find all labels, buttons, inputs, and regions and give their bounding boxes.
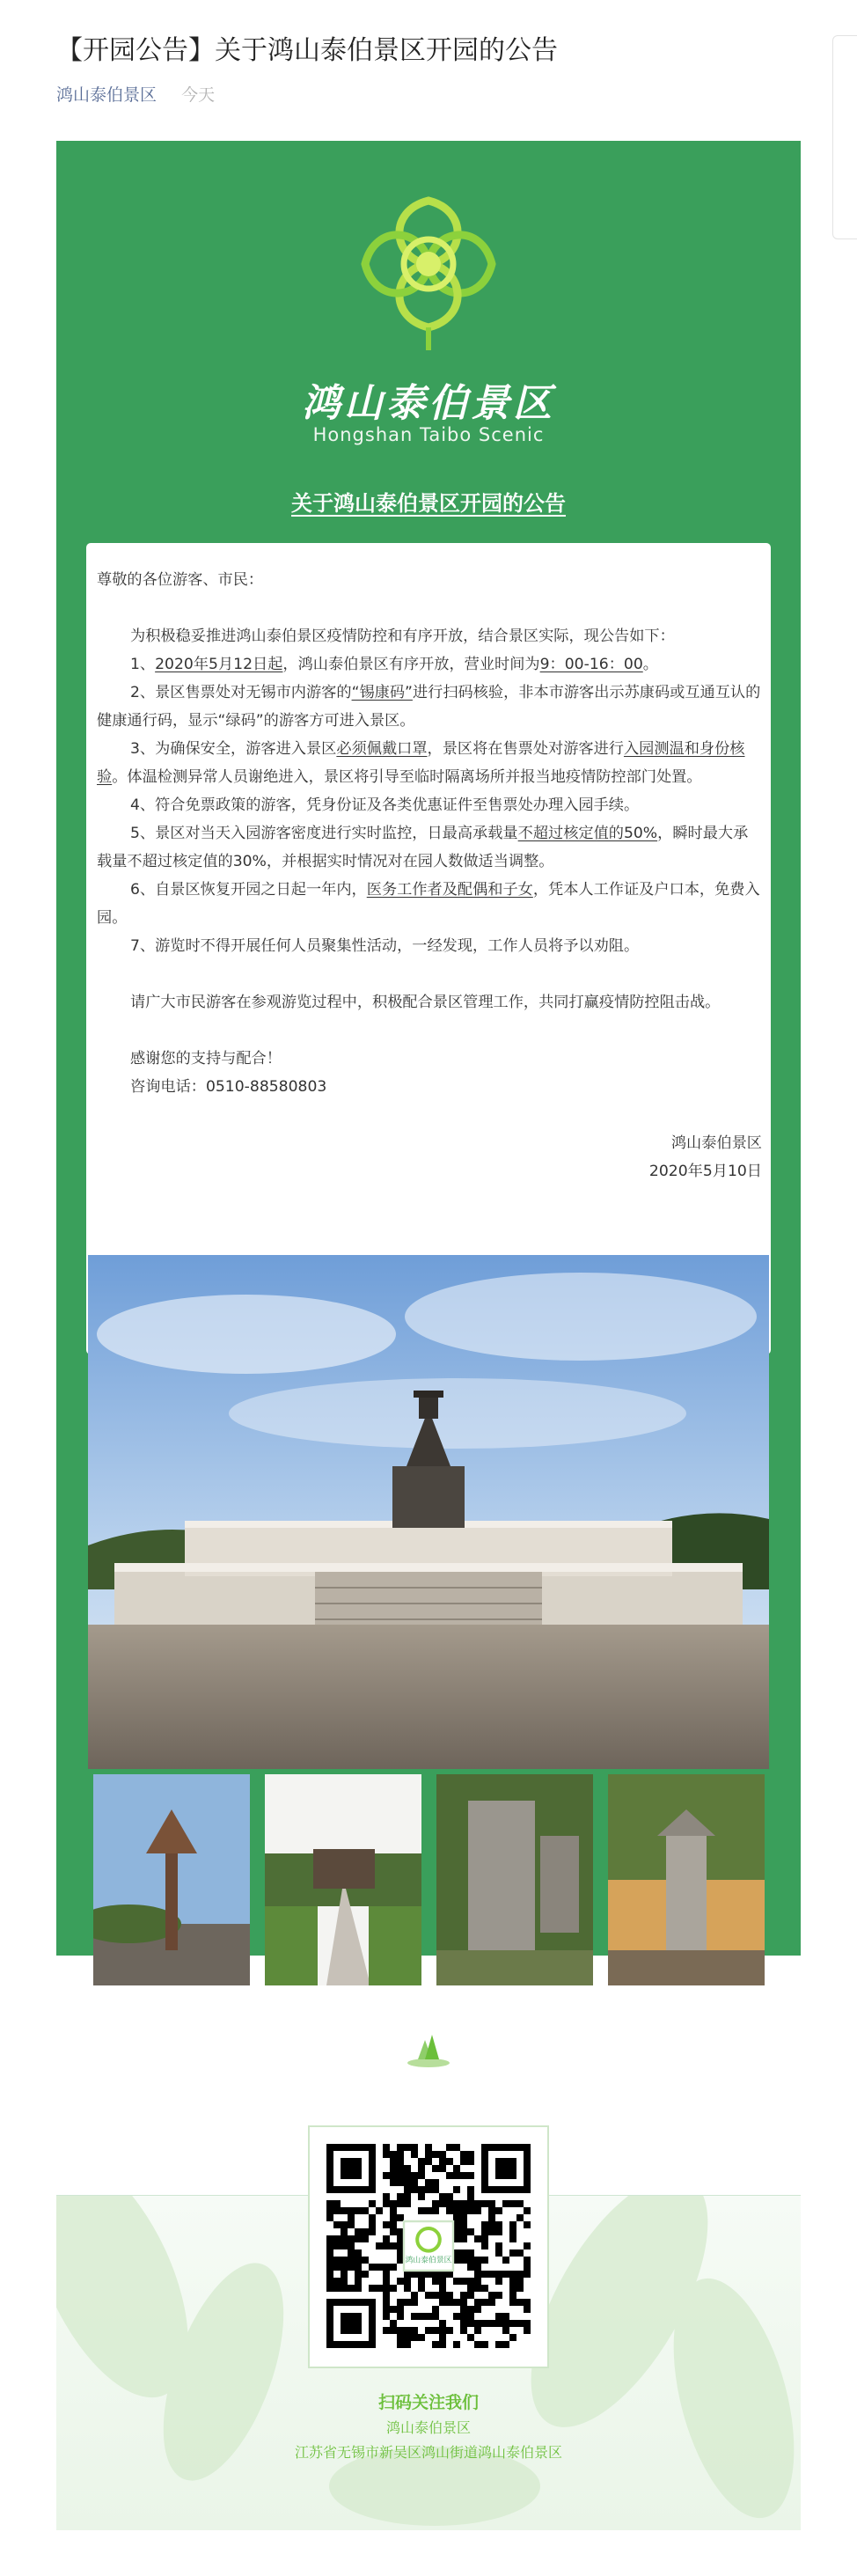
- brand-name-cn: 鸿山泰伯景区: [302, 381, 555, 426]
- brand-name-en: Hongshan Taibo Scenic: [312, 424, 545, 445]
- item-3: 3、为确保安全，游客进入景区必须佩戴口罩，景区将在售票处对游客进行入园测温和身份核验。体温检测异常人员谢绝进入，景区将引导至临时隔离场所并报当地疫情防控部门处置。: [97, 740, 745, 786]
- footer-address: 江苏省无锡市新吴区鸿山街道鸿山泰伯景区: [294, 2444, 562, 2461]
- item-4: 4、符合免票政策的游客，凭身份证及各类优惠证件至售票处办理入园手续。: [130, 796, 640, 814]
- footer-name: 鸿山泰伯景区: [385, 2419, 471, 2436]
- greeting: 尊敬的各位游客、市民：: [97, 571, 264, 589]
- photo-thumbnails: [93, 1774, 764, 1985]
- thumb-stone-lantern[interactable]: [608, 1774, 765, 1985]
- qr-code: [326, 2144, 531, 2348]
- notice-poster: [56, 141, 801, 1956]
- appeal: 请广大市民游客在参观游览过程中，积极配合景区管理工作，共同打赢疫情防控阻击战。: [130, 994, 721, 1011]
- signature: 鸿山泰伯景区: [670, 1134, 762, 1152]
- scan-follow-title: 扫码关注我们: [377, 2393, 479, 2412]
- thumb-stone-tablet[interactable]: [436, 1774, 593, 1985]
- sign-date: 2020年5月10日: [648, 1163, 762, 1180]
- thumb-pathway[interactable]: [265, 1774, 421, 1985]
- qr-center-label: 鸿山泰伯景区: [405, 2256, 452, 2265]
- notice-heading: 关于鸿山泰伯景区开园的公告: [291, 491, 566, 516]
- side-panel: [832, 35, 857, 239]
- item-6: 6、自景区恢复开园之日起一年内，医务工作者及配偶和子女，凭本人工作证及户口本，免费入园。: [97, 881, 760, 927]
- tree-icon: [406, 2022, 451, 2068]
- notice-card: [86, 543, 771, 1354]
- item-2: 2、景区售票处对无锡市内游客的“锡康码”进行扫码核验，非本市游客出示苏康码或互通互认的健康通行码，显示“绿码”的游客方可进入景区。: [97, 684, 761, 730]
- item-7: 7、游览时不得开展任何人员聚集性活动，一经发现，工作人员将予以劝阻。: [130, 937, 640, 955]
- article-title: 【开园公告】关于鸿山泰伯景区开园的公告: [56, 35, 558, 66]
- intro: 为积极稳妥推进鸿山泰伯景区疫情防控和有序开放，结合景区实际，现公告如下：: [130, 627, 675, 645]
- footer: [56, 1956, 801, 2519]
- item-5: 5、景区对当天入园游客密度进行实时监控，日最高承载量不超过核定值的50%，瞬时最大承载量不超过核定值的30%，并根据实时情况对在园人数做适当调整。: [97, 825, 749, 870]
- clover-logo-icon: [341, 176, 516, 352]
- thanks: 感谢您的支持与配合！: [130, 1050, 282, 1068]
- thumb-sculpture[interactable]: [93, 1774, 250, 1985]
- article-meta: [56, 82, 215, 106]
- main-photo[interactable]: [88, 1255, 769, 1769]
- item-1: 1、2020年5月12日起，鸿山泰伯景区有序开放，营业时间为9：00-16：00。: [130, 656, 658, 673]
- account-link[interactable]: 鸿山泰伯景区: [56, 85, 157, 105]
- publish-date: 今天: [181, 85, 216, 105]
- phone: 咨询电话：0510-88580803: [130, 1078, 327, 1096]
- qr-code-frame[interactable]: [308, 2125, 549, 2368]
